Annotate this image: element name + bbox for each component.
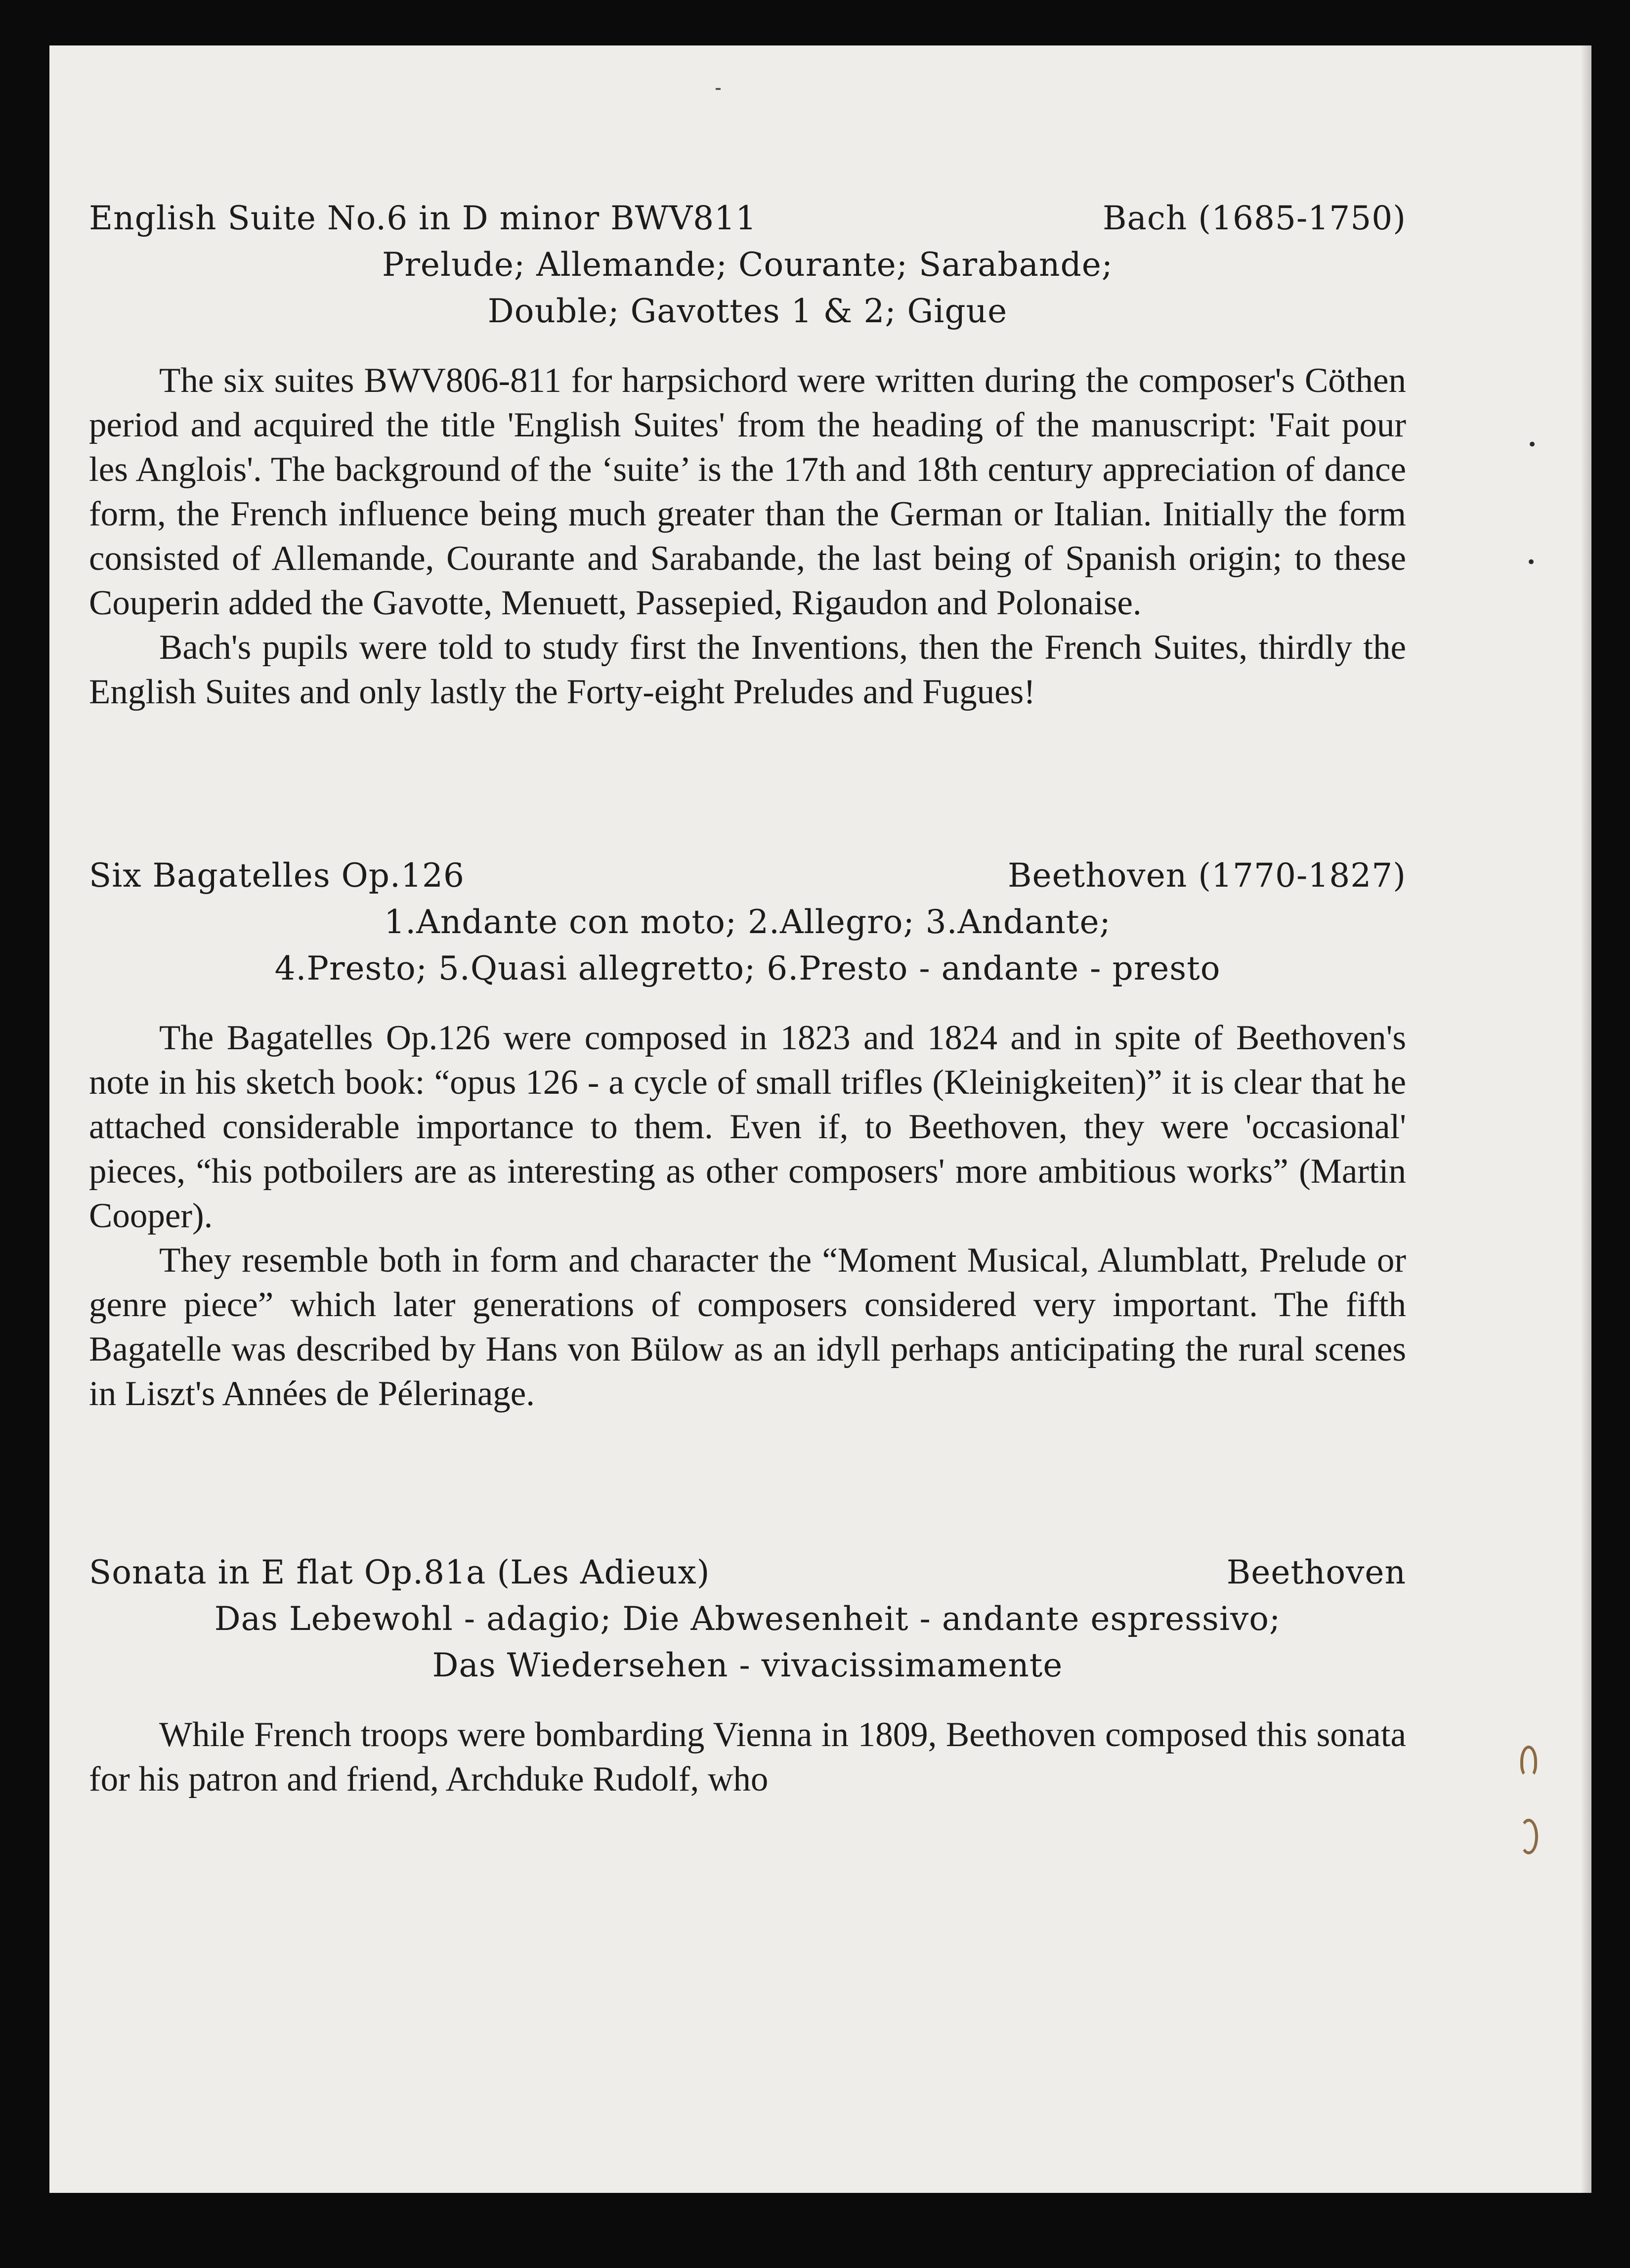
- sonata-title-row: [89, 1549, 1406, 1596]
- stray-mark: [716, 88, 721, 90]
- notes-paragraph: Bach's pupils were told to study first the Inventions, then the French Suites, thirdly the English Suites and only lastly the Forty-eight Preludes and Fugues!: [89, 628, 1406, 711]
- notes-paragraph: They resemble both in form and character the “Moment Musical, Alumblatt, Prelude or genre piece” which later generations of composers considered very important. The fifth Bagatelle was described by Hans von Bülow as an idyll perhaps anticipating the rural scenes in Liszt's Années de Pélerinage.: [89, 1241, 1406, 1413]
- margin-tick-mark: •: [1527, 435, 1538, 455]
- bach-notes: [89, 358, 1406, 714]
- bach-section: [89, 195, 1406, 714]
- staple-mark: [1520, 1746, 1537, 1777]
- composer-name: Beethoven (1770-1827): [1008, 856, 1406, 895]
- movements-line: Prelude; Allemande; Courante; Sarabande;: [382, 246, 1114, 284]
- bach-heading: [89, 195, 1406, 335]
- movements-line: Double; Gavottes 1 & 2; Gigue: [487, 292, 1008, 330]
- bach-title-row: [89, 195, 1406, 242]
- bagatelles-title-row: [89, 853, 1406, 899]
- movements-line: Das Lebewohl - adagio; Die Abwesenheit - andante espressivo;: [214, 1600, 1281, 1638]
- piece-title: Sonata in E flat Op.81a (Les Adieux): [89, 1553, 710, 1591]
- programme-notes: [89, 195, 1406, 1801]
- sonata-section: [89, 1549, 1406, 1801]
- piece-title: English Suite No.6 in D minor BWV811: [89, 199, 757, 237]
- margin-tick-mark: •: [1526, 553, 1537, 572]
- composer-name: Beethoven: [1226, 1553, 1406, 1591]
- piece-title: Six Bagatelles Op.126: [89, 856, 465, 895]
- notes-paragraph: The six suites BWV806-811 for harpsichord were written during the composer's Cöthen period and acquired the title 'English Suites' from the heading of the manuscript: 'Fait pour les Anglois'. The background of the ‘suite’ is the 17th and 18th century appreciation of dance form, the French influence being much greater than the German or Italian. Initially the form consisted of Allemande, Courante and Sarabande, the last being of Spanish origin; to these Couperin added the Gavotte, Menuett, Passepied, Rigaudon and Polonaise.: [89, 361, 1406, 622]
- page-edge-shadow: [1581, 45, 1591, 2193]
- composer-name: Bach (1685-1750): [1102, 199, 1406, 237]
- movements-line: 1.Andante con moto; 2.Allegro; 3.Andante;: [384, 903, 1111, 941]
- sonata-heading: [89, 1549, 1406, 1689]
- bagatelles-section: [89, 853, 1406, 1416]
- movements-line: 4.Presto; 5.Quasi allegretto; 6.Presto - andante - presto: [274, 949, 1221, 987]
- notes-paragraph: The Bagatelles Op.126 were composed in 1823 and 1824 and in spite of Beethoven's note in his sketch book: “opus 126 - a cycle of small trifles (Kleinigkeiten)” it is clear that he attached considerable importance to them. Even if, to Beethoven, they were 'occasional' pieces, “his potboilers are as interesting as other composers' more ambitious works” (Martin Cooper).: [89, 1019, 1406, 1235]
- bagatelles-notes: [89, 1016, 1406, 1416]
- sonata-notes: [89, 1712, 1406, 1801]
- bagatelles-heading: [89, 853, 1406, 992]
- staple-mark: [1519, 1819, 1538, 1854]
- movements-line: Das Wiedersehen - vivacissimamente: [432, 1646, 1063, 1684]
- notes-paragraph: While French troops were bombarding Vienna in 1809, Beethoven composed this sonata for his patron and friend, Archduke Rudolf, who: [89, 1715, 1406, 1798]
